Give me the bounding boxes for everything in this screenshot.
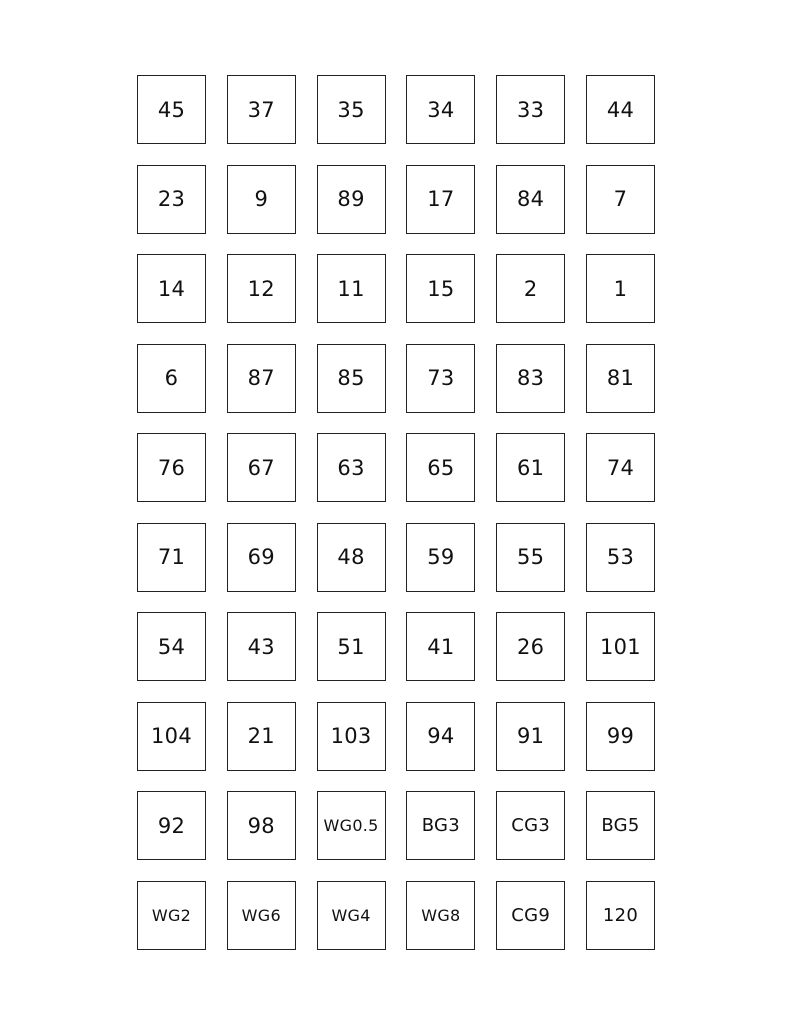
grid-cell: 23: [137, 165, 206, 234]
grid-cell: BG3: [406, 791, 475, 860]
grid-cell: 85: [317, 344, 386, 413]
grid-cell: 45: [137, 75, 206, 144]
grid-cell: 120: [586, 881, 655, 950]
grid-cell: 99: [586, 702, 655, 771]
grid-cell: 94: [406, 702, 475, 771]
grid-cell: 33: [496, 75, 565, 144]
grid-cell: WG2: [137, 881, 206, 950]
grid-cell: 15: [406, 254, 475, 323]
grid-cell: 11: [317, 254, 386, 323]
grid-cell: 74: [586, 433, 655, 502]
grid-cell: 6: [137, 344, 206, 413]
grid-cell: 14: [137, 254, 206, 323]
grid-cell: 71: [137, 523, 206, 592]
grid-cell: 35: [317, 75, 386, 144]
grid-cell: 83: [496, 344, 565, 413]
label-grid: [137, 75, 655, 950]
grid-cell: 76: [137, 433, 206, 502]
grid-cell: 55: [496, 523, 565, 592]
grid-cell: 81: [586, 344, 655, 413]
grid-cell: 87: [227, 344, 296, 413]
grid-cell: 34: [406, 75, 475, 144]
grid-cell: CG9: [496, 881, 565, 950]
grid-cell: 41: [406, 612, 475, 681]
grid-cell: CG3: [496, 791, 565, 860]
grid-cell: 59: [406, 523, 475, 592]
grid-cell: 91: [496, 702, 565, 771]
grid-cell: 69: [227, 523, 296, 592]
grid-cell: 43: [227, 612, 296, 681]
grid-cell: 2: [496, 254, 565, 323]
grid-cell: 1: [586, 254, 655, 323]
grid-cell: 48: [317, 523, 386, 592]
grid-cell: 63: [317, 433, 386, 502]
grid-cell: 9: [227, 165, 296, 234]
grid-cell: 65: [406, 433, 475, 502]
grid-cell: 101: [586, 612, 655, 681]
grid-cell: 92: [137, 791, 206, 860]
grid-cell: 103: [317, 702, 386, 771]
grid-cell: WG4: [317, 881, 386, 950]
grid-cell: 51: [317, 612, 386, 681]
grid-cell: 104: [137, 702, 206, 771]
grid-cell: 44: [586, 75, 655, 144]
grid-cell: 73: [406, 344, 475, 413]
grid-cell: 37: [227, 75, 296, 144]
grid-cell: 7: [586, 165, 655, 234]
grid-cell: 89: [317, 165, 386, 234]
grid-cell: WG8: [406, 881, 475, 950]
grid-cell: BG5: [586, 791, 655, 860]
grid-cell: 17: [406, 165, 475, 234]
grid-cell: 54: [137, 612, 206, 681]
grid-cell: 98: [227, 791, 296, 860]
grid-cell: 21: [227, 702, 296, 771]
grid-cell: 26: [496, 612, 565, 681]
grid-cell: WG6: [227, 881, 296, 950]
grid-cell: WG0.5: [317, 791, 386, 860]
grid-cell: 61: [496, 433, 565, 502]
grid-cell: 53: [586, 523, 655, 592]
grid-cell: 67: [227, 433, 296, 502]
grid-cell: 84: [496, 165, 565, 234]
grid-cell: 12: [227, 254, 296, 323]
